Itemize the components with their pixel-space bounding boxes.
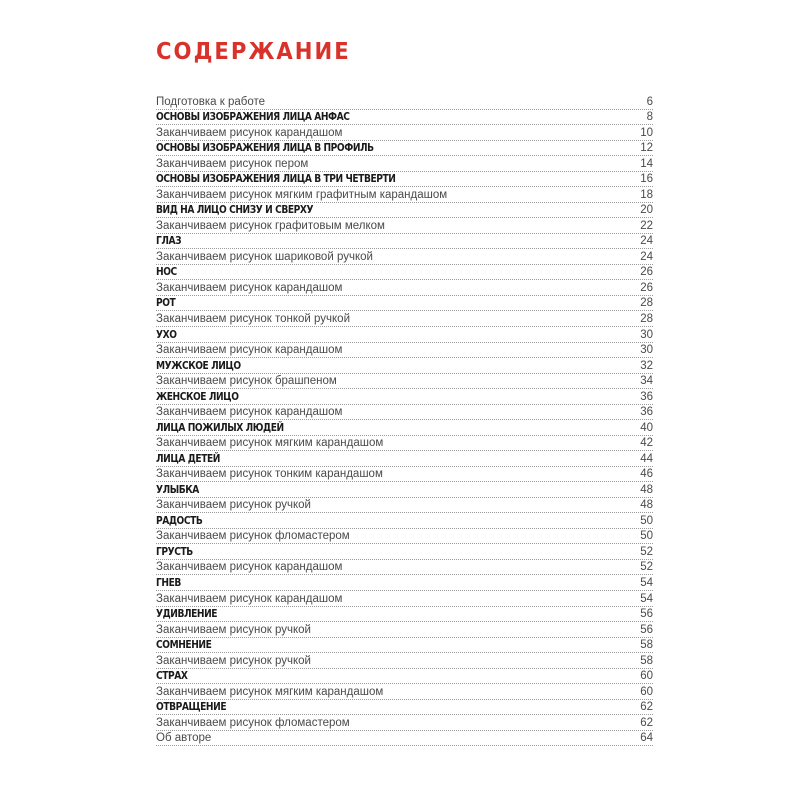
toc-entry — [156, 311, 653, 327]
toc-entry — [156, 591, 653, 607]
toc-section-heading — [156, 265, 653, 281]
toc-section-heading — [156, 389, 653, 405]
toc-entry-label: Заканчиваем рисунок тонкой ручкой — [156, 312, 351, 325]
toc-page-number: 54 — [640, 577, 653, 589]
toc-entry-label: СОМНЕНИЕ — [156, 639, 212, 652]
toc-page-number: 10 — [640, 126, 653, 139]
toc-entry — [156, 218, 653, 234]
toc-page-number: 62 — [640, 716, 653, 729]
toc-page-number: 24 — [640, 235, 653, 248]
toc-entry — [156, 280, 653, 296]
toc-entry — [156, 405, 653, 421]
toc-entry-label: Заканчиваем рисунок пером — [156, 157, 309, 170]
toc-page-number: 24 — [640, 250, 653, 263]
toc-entry — [156, 653, 653, 669]
toc-page-number: 64 — [640, 732, 653, 745]
toc-entry-label: ГРУСТЬ — [156, 545, 193, 558]
toc-page-number: 22 — [640, 219, 653, 232]
toc-entry-label: Заканчиваем рисунок ручкой — [156, 654, 311, 667]
toc-page-number: 36 — [640, 406, 653, 419]
toc-entry — [156, 436, 653, 452]
toc-entry — [156, 343, 653, 359]
toc-entry — [156, 187, 653, 203]
toc-entry — [156, 684, 653, 700]
toc-entry-label: РАДОСТЬ — [156, 514, 203, 527]
toc-section-heading — [156, 172, 653, 188]
toc-entry — [156, 374, 653, 390]
toc-page-number: 8 — [646, 111, 653, 124]
toc-entry-label: ВИД НА ЛИЦО СНИЗУ И СВЕРХУ — [156, 204, 314, 217]
toc-section-heading — [156, 141, 653, 157]
toc-page-number: 58 — [640, 654, 653, 667]
toc-entry-label: Об авторе — [156, 732, 212, 745]
toc-page-number: 46 — [640, 468, 653, 481]
toc-section-heading — [156, 575, 653, 591]
toc-page-number: 30 — [640, 344, 653, 357]
toc-section-heading — [156, 544, 653, 560]
toc-page-number: 16 — [640, 173, 653, 186]
toc-page-number: 32 — [640, 359, 653, 372]
toc-page-number: 36 — [640, 390, 653, 403]
toc-page-number: 44 — [640, 452, 653, 465]
toc-entry-label: ГНЕВ — [156, 577, 181, 589]
toc-page-number: 28 — [640, 312, 653, 325]
toc-page-number: 48 — [640, 499, 653, 512]
toc-entry — [156, 560, 653, 576]
toc-page-number: 62 — [640, 701, 653, 714]
toc-page-number: 50 — [640, 514, 653, 527]
toc-page-number: 6 — [646, 95, 653, 108]
toc-entry-label: ОТВРАЩЕНИЕ — [156, 701, 227, 714]
toc-entry — [156, 249, 653, 265]
toc-page-number: 12 — [640, 142, 653, 155]
toc-section-heading — [156, 203, 653, 219]
toc-entry-label: РОТ — [156, 297, 176, 310]
toc-entry-label: Заканчиваем рисунок карандашом — [156, 592, 343, 605]
toc-entry — [156, 622, 653, 638]
toc-page-number: 54 — [640, 592, 653, 605]
toc-entry-label: Заканчиваем рисунок фломастером — [156, 530, 350, 543]
toc-section-heading — [156, 110, 653, 126]
toc-section-heading — [156, 482, 653, 498]
toc-page-number: 26 — [640, 281, 653, 294]
toc-page-number: 60 — [640, 670, 653, 683]
toc-section-heading — [156, 700, 653, 716]
toc-page-number: 18 — [640, 188, 653, 201]
toc-entry-label: Заканчиваем рисунок ручкой — [156, 499, 311, 512]
toc-section-heading — [156, 451, 653, 467]
toc-entry-label: Заканчиваем рисунок фломастером — [156, 716, 350, 729]
toc-page-number: 52 — [640, 561, 653, 574]
toc-entry-label: МУЖСКОЕ ЛИЦО — [156, 359, 241, 372]
toc-entry-label: Подготовка к работе — [156, 95, 266, 108]
toc-section-heading — [156, 358, 653, 374]
toc-page-number: 48 — [640, 483, 653, 496]
toc-entry-label: Заканчиваем рисунок карандашом — [156, 406, 343, 419]
toc-section-heading — [156, 327, 653, 343]
toc-entry-label: УХО — [156, 328, 177, 341]
toc-entry-label: УЛЫБКА — [156, 483, 199, 496]
toc-entry-label: Заканчиваем рисунок мягким карандашом — [156, 685, 384, 698]
toc-page-number: 56 — [640, 608, 653, 621]
toc-section-heading — [156, 513, 653, 529]
toc-entry-label: Заканчиваем рисунок карандашом — [156, 126, 343, 139]
toc-entry — [156, 156, 653, 172]
toc-section-heading — [156, 296, 653, 312]
toc-entry-label: Заканчиваем рисунок тонким карандашом — [156, 468, 383, 481]
toc-page-number: 20 — [640, 204, 653, 217]
toc-entry-label: Заканчиваем рисунок шариковой ручкой — [156, 250, 373, 263]
toc-page-number: 28 — [640, 297, 653, 310]
toc-page-number: 56 — [640, 623, 653, 636]
toc-page-number: 30 — [640, 328, 653, 341]
toc-title: СОДЕРЖАНИЕ — [156, 39, 351, 65]
toc-page-number: 50 — [640, 530, 653, 543]
toc-entry — [156, 125, 653, 141]
toc-entry-label: Заканчиваем рисунок брашпеном — [156, 375, 337, 388]
toc-entry-label: ОСНОВЫ ИЗОБРАЖЕНИЯ ЛИЦА АНФАС — [156, 111, 350, 124]
toc-entry-label: Заканчиваем рисунок карандашом — [156, 561, 343, 574]
toc-section-heading — [156, 669, 653, 685]
toc-entry-label: Заканчиваем рисунок графитовым мелком — [156, 219, 385, 232]
toc-section-heading — [156, 607, 653, 623]
toc-section-heading — [156, 638, 653, 654]
toc-entry-label: Заканчиваем рисунок карандашом — [156, 344, 343, 357]
toc-page-number: 60 — [640, 685, 653, 698]
toc-entry-label: ОСНОВЫ ИЗОБРАЖЕНИЯ ЛИЦА В ПРОФИЛЬ — [156, 142, 374, 155]
toc-section-heading — [156, 420, 653, 436]
toc-entry — [156, 529, 653, 545]
toc-section-heading — [156, 234, 653, 250]
toc-entry-label: УДИВЛЕНИЕ — [156, 608, 218, 621]
toc-entry — [156, 498, 653, 514]
toc-entry — [156, 467, 653, 483]
toc-entry-label: ЖЕНСКОЕ ЛИЦО — [156, 390, 239, 403]
toc-page-number: 58 — [640, 639, 653, 652]
toc-entry-label: ЛИЦА ПОЖИЛЫХ ЛЮДЕЙ — [156, 421, 284, 434]
toc-page-number: 42 — [640, 437, 653, 450]
toc-entry-label: ГЛАЗ — [156, 235, 182, 248]
toc-entry-label: НОС — [156, 266, 177, 279]
toc-page-number: 52 — [640, 545, 653, 558]
toc-entry-label: Заканчиваем рисунок мягким карандашом — [156, 437, 384, 450]
toc-page-number: 40 — [640, 421, 653, 434]
toc-page-number: 26 — [640, 266, 653, 279]
toc-entry-label: СТРАХ — [156, 670, 188, 683]
toc-entry — [156, 94, 653, 110]
toc-entry-label: ЛИЦА ДЕТЕЙ — [156, 452, 220, 465]
table-of-contents — [156, 94, 653, 746]
toc-entry-label: ОСНОВЫ ИЗОБРАЖЕНИЯ ЛИЦА В ТРИ ЧЕТВЕРТИ — [156, 173, 396, 186]
toc-page-number: 14 — [640, 157, 653, 170]
toc-entry-label: Заканчиваем рисунок мягким графитным карандашом — [156, 188, 448, 201]
toc-entry — [156, 715, 653, 731]
toc-entry — [156, 731, 653, 747]
toc-entry-label: Заканчиваем рисунок карандашом — [156, 281, 343, 294]
toc-page-number: 34 — [640, 375, 653, 388]
toc-entry-label: Заканчиваем рисунок ручкой — [156, 623, 311, 636]
